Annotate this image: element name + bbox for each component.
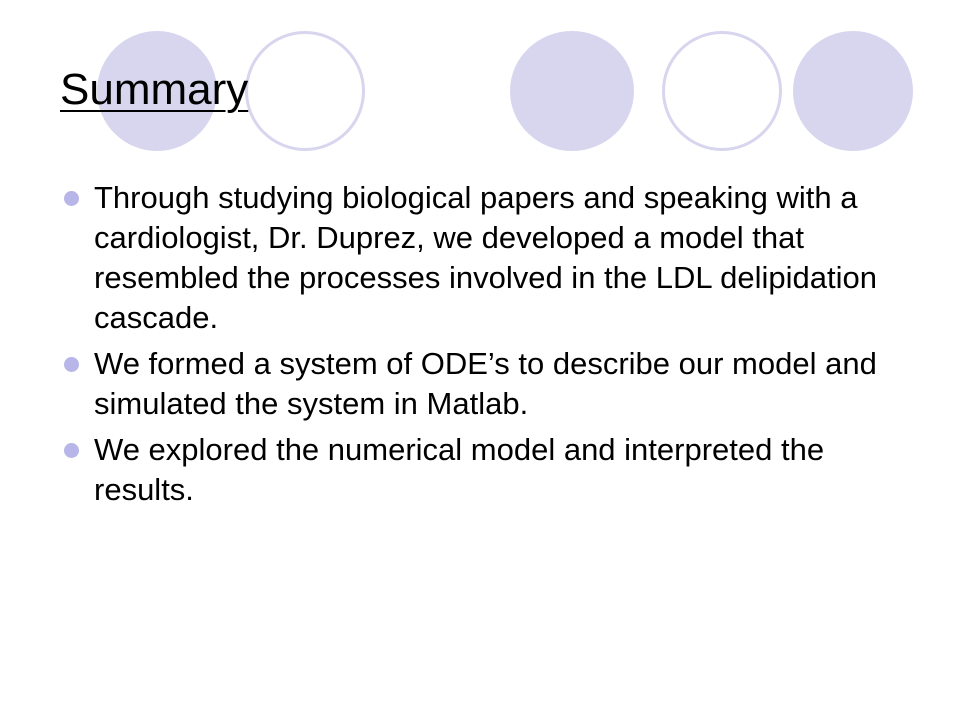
bullet-list (60, 178, 880, 516)
bullet-item (60, 178, 880, 338)
decorative-circle-outline (662, 31, 782, 151)
slide-title: Summary (60, 65, 249, 114)
bullet-item (60, 430, 880, 510)
bullet-icon (64, 443, 79, 458)
bullet-icon (64, 191, 79, 206)
decorative-circle-filled (793, 31, 913, 151)
bullet-icon (64, 357, 79, 372)
bullet-text: We explored the numerical model and interpreted the results. (94, 432, 825, 507)
decorative-circle-filled (510, 31, 634, 151)
bullet-text: Through studying biological papers and speaking with a cardiologist, Dr. Duprez, we developed a model that resembled the processes involved in the LDL delipidation cascade. (94, 180, 877, 335)
bullet-item (60, 344, 880, 424)
bullet-text: We formed a system of ODE’s to describe our model and simulated the system in Matlab. (94, 346, 877, 421)
decorative-circle-outline (245, 31, 365, 151)
